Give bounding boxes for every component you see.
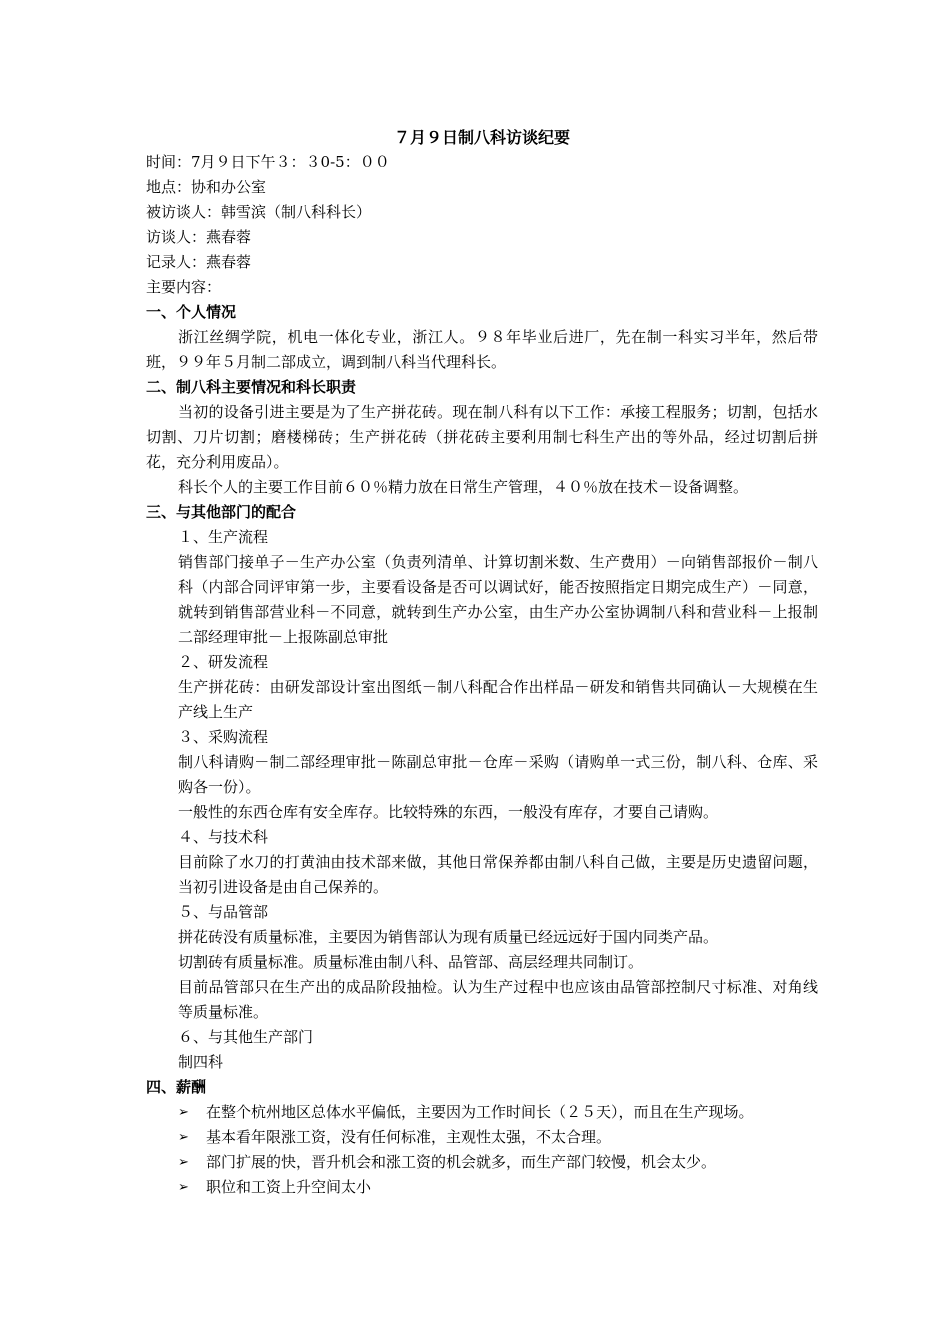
section-2-paragraph-1: 当初的设备引进主要是为了生产拼花砖。现在制八科有以下工作：承接工程服务；切割，包括水切割、刀片切割；磨楼梯砖；生产拼花砖（拼花砖主要利用制七科生产出的等外品，经过切割后拼花，充分利用废品）。: [146, 403, 818, 471]
subsection-qc-dept-text-3: 目前品管部只在生产出的成品阶段抽检。认为生产过程中也应该由品管部控制尺寸标准、对角线等质量标准。: [178, 978, 818, 1021]
bullet-text: 基本看年限涨工资，没有任何标准，主观性太强，不太合理。: [206, 1128, 612, 1146]
subsection-purchase-flow-text-1: 制八科请购－制二部经理审批－陈副总审批－仓库－采购（请购单一式三份，制八科、仓库、采购各一份）。: [178, 753, 818, 796]
meta-interviewee: 被访谈人：韩雪滨（制八科科长）: [146, 203, 372, 221]
subsection-production-flow-text: 销售部门接单子－生产办公室（负责列清单、计算切割米数、生产费用）－向销售部报价－制八科（内部合同评审第一步，主要看设备是否可以调试好，能否按照指定日期完成生产）－同意，就转到销售部营业科－不同意，就转到生产办公室，由生产办公室协调制八科和营业科－上报制二部经理审批－上报陈副总审批: [178, 553, 818, 646]
list-item: [146, 1175, 818, 1200]
document-page: [146, 125, 818, 1200]
arrow-bullet-icon: ➢: [178, 1180, 189, 1195]
section-2-paragraph-2: 科长个人的主要工作目前６０％精力放在日常生产管理，４０％放在技术－设备调整。: [178, 478, 749, 496]
bullet-text: 在整个杭州地区总体水平偏低，主要因为工作时间长（２５天），而且在生产现场。: [206, 1103, 754, 1121]
meta-interviewer: 访谈人：燕春蓉: [146, 228, 252, 246]
bullet-text: 部门扩展的快，晋升机会和涨工资的机会就多，而生产部门较慢，机会太少。: [206, 1153, 717, 1171]
arrow-bullet-icon: ➢: [178, 1105, 189, 1120]
bullet-text: 职位和工资上升空间太小: [206, 1178, 372, 1196]
meta-recorder: 记录人：燕春蓉: [146, 253, 252, 271]
section-1-paragraph: 浙江丝绸学院，机电一体化专业，浙江人。９８年毕业后进厂，先在制一科实习半年，然后带班，９９年５月制二部成立，调到制八科当代理科长。: [146, 328, 818, 371]
subsection-qc-dept: ５、与品管部: [178, 903, 269, 921]
subsection-purchase-flow: ３、采购流程: [178, 728, 269, 746]
subsection-purchase-flow-text-2: 一般性的东西仓库有安全库存。比较特殊的东西，一般没有库存，才要自己请购。: [178, 803, 719, 821]
subsection-production-flow: １、生产流程: [178, 528, 269, 546]
meta-time: 时间：7月９日下午３：３0-5：００: [146, 153, 390, 171]
arrow-bullet-icon: ➢: [178, 1130, 189, 1145]
subsection-qc-dept-text-2: 切割砖有质量标准。质量标准由制八科、品管部、高层经理共同制订。: [178, 953, 644, 971]
list-item: [146, 1150, 818, 1175]
salary-bullet-list: [146, 1100, 818, 1200]
section-3-heading: 三、与其他部门的配合: [146, 503, 297, 521]
list-item: [146, 1100, 818, 1125]
section-2-heading: 二、制八科主要情况和科长职责: [146, 378, 357, 396]
subsection-rd-flow-text: 生产拼花砖：由研发部设计室出图纸－制八科配合作出样品－研发和销售共同确认－大规模在生产线上生产: [178, 678, 818, 721]
document-title: ７月９日制八科访谈纪要: [393, 128, 570, 147]
section-4-heading: 四、薪酬: [146, 1078, 207, 1096]
meta-place: 地点：协和办公室: [146, 178, 267, 196]
subsection-other-production: ６、与其他生产部门: [178, 1028, 314, 1046]
subsection-qc-dept-text-1: 拼花砖没有质量标准，主要因为销售部认为现有质量已经远远好于国内同类产品。: [178, 928, 719, 946]
meta-content-label: 主要内容：: [146, 278, 222, 296]
section-1-heading: 一、个人情况: [146, 303, 237, 321]
arrow-bullet-icon: ➢: [178, 1155, 189, 1170]
subsection-other-production-text: 制四科: [178, 1053, 224, 1071]
subsection-tech-dept-text: 目前除了水刀的打黄油由技术部来做，其他日常保养都由制八科自己做，主要是历史遗留问题，当初引进设备是由自己保养的。: [178, 853, 818, 896]
subsection-rd-flow: ２、研发流程: [178, 653, 269, 671]
list-item: [146, 1125, 818, 1150]
subsection-tech-dept: ４、与技术科: [178, 828, 269, 846]
